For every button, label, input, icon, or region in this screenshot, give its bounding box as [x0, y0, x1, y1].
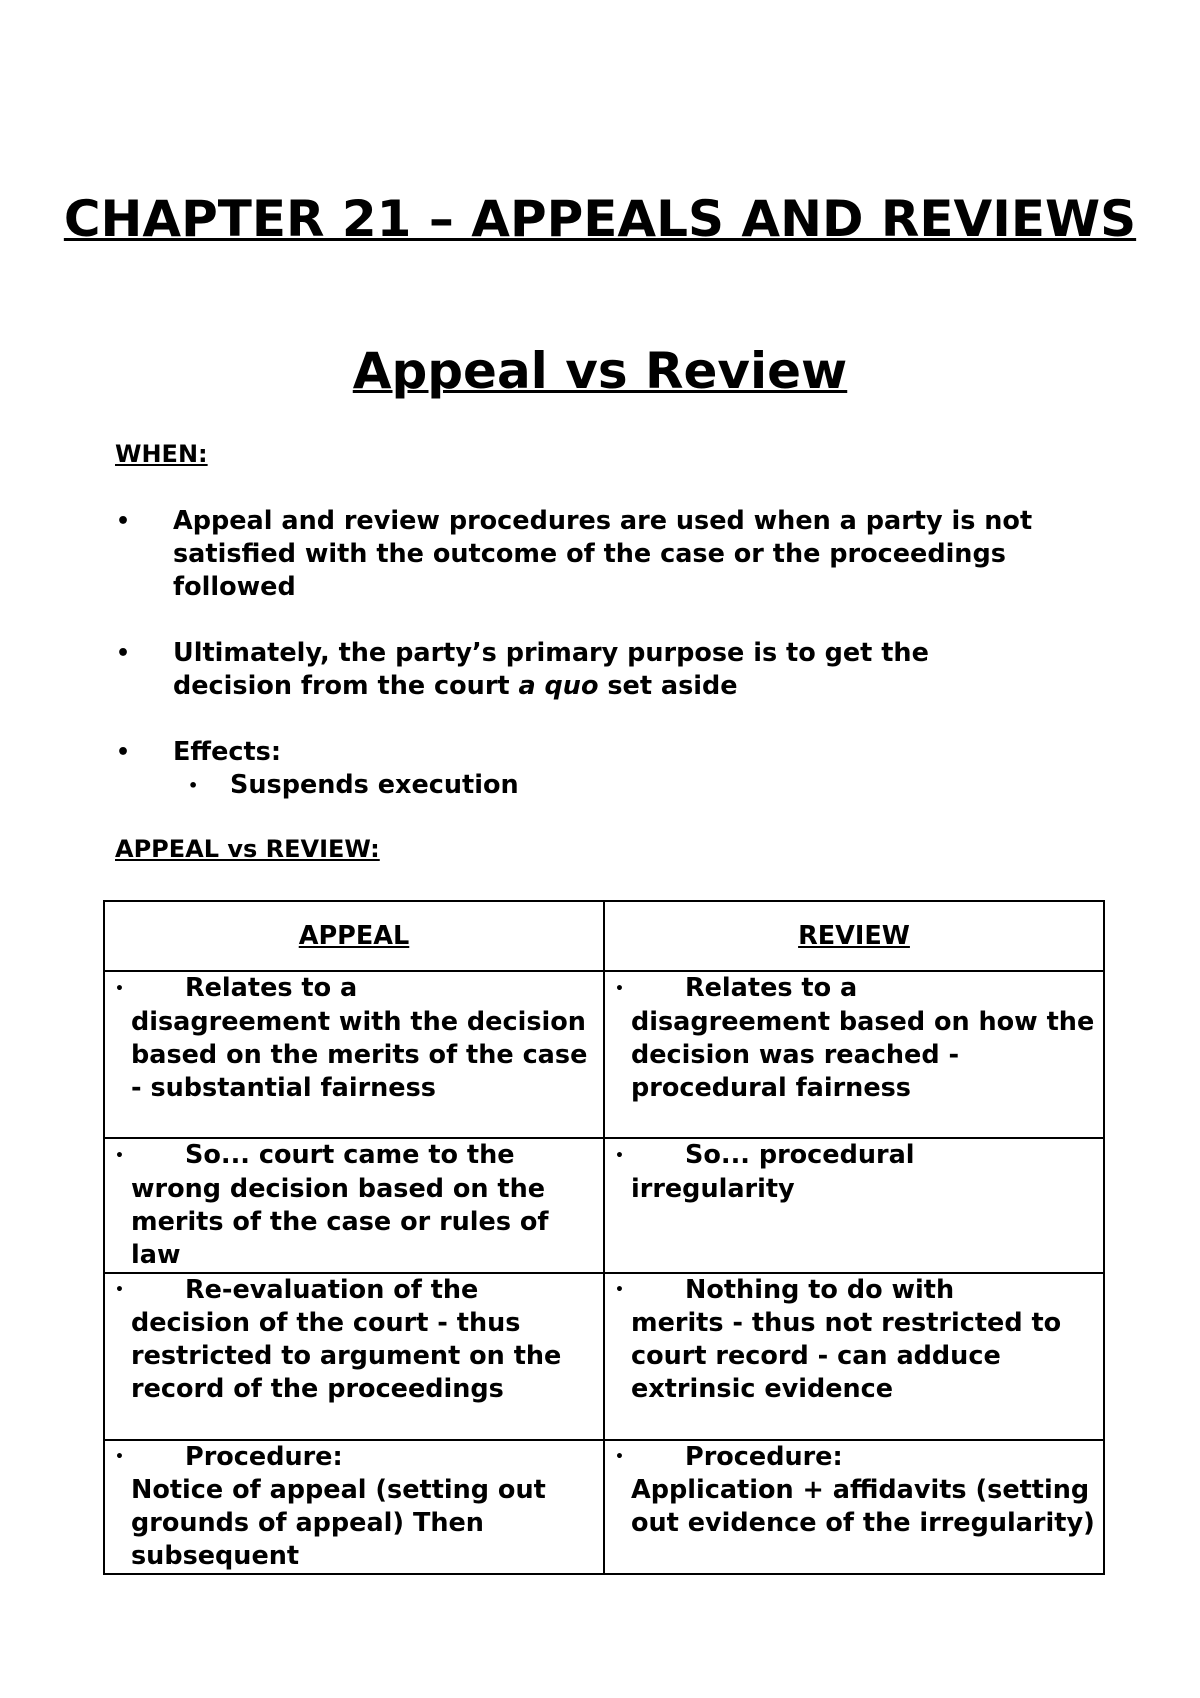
comparison-table [103, 900, 1105, 1575]
appeal-cell [104, 1273, 604, 1440]
table-row [104, 1138, 1104, 1273]
section-title: Appeal vs Review [352, 342, 848, 400]
text: Procedure: [685, 1441, 843, 1472]
text: Notice of appeal (setting out grounds of appeal) Then subsequent [131, 1475, 546, 1571]
text: Procedure: [185, 1441, 343, 1472]
bullet-icon: • [115, 1147, 124, 1164]
when-label: WHEN: [115, 440, 208, 468]
table-row [104, 1440, 1104, 1575]
review-cell [604, 1440, 1104, 1575]
bullet-icon: • [116, 509, 131, 534]
sub-bullet-text: Suspends execution [230, 770, 519, 800]
text: merits - thus not restricted to court record - can adduce extrinsic evidence [631, 1308, 1062, 1404]
bullet-icon: • [115, 1282, 124, 1298]
bullet-icon: • [115, 1449, 124, 1465]
sub-bullet-icon: • [188, 776, 199, 795]
appeal-cell [104, 1440, 604, 1575]
text: Ultimately, the party’s primary purpose is to get the decision from the court [173, 638, 929, 701]
appeal-cell [104, 1138, 604, 1273]
text: Nothing to do with [685, 1274, 955, 1305]
bullet-icon: • [115, 980, 124, 997]
review-cell [604, 971, 1104, 1138]
text: disagreement based on how the decision was reached - procedural fairness [631, 1006, 1095, 1103]
review-cell [604, 1138, 1104, 1273]
italic-term: a quo [518, 671, 599, 701]
text: decision of the court - thus restricted to argument on the record of the proceedings [131, 1308, 562, 1404]
text: Relates to a [185, 973, 358, 1003]
text: irregularity [631, 1173, 795, 1204]
text: disagreement with the decision based on the merits of the case - substantial fairness [131, 1006, 588, 1103]
text: Relates to a [685, 973, 858, 1003]
header-review: REVIEW [604, 901, 1104, 971]
review-cell [604, 1273, 1104, 1440]
table-row [104, 1273, 1104, 1440]
header-appeal: APPEAL [104, 901, 604, 971]
appeal-cell [104, 971, 604, 1138]
text: set aside [598, 671, 738, 701]
bullet-icon: • [615, 1449, 624, 1465]
bullet-icon: • [615, 1147, 624, 1164]
text: wrong decision based on the merits of the case or rules of law [131, 1173, 549, 1270]
bullet-text [173, 637, 973, 703]
chapter-title: CHAPTER 21 – APPEALS AND REVIEWS [63, 190, 1137, 248]
text: So... court came to the [185, 1140, 515, 1170]
bullet-icon: • [116, 641, 131, 666]
table-row [104, 971, 1104, 1138]
bullet-icon: • [615, 980, 624, 997]
bullet-text: Appeal and review procedures are used when a party is not satisfied with the outcome of the case or the proceedings followed [173, 506, 1033, 602]
bullet-text: Effects: [173, 737, 282, 767]
bullet-icon: • [116, 740, 131, 765]
comparison-label: APPEAL vs REVIEW: [115, 835, 380, 863]
text: Re-evaluation of the [185, 1274, 479, 1305]
table-header-row [104, 901, 1104, 971]
text: Application + affidavits (setting out evidence of the irregularity) [631, 1475, 1095, 1538]
text: So... procedural [685, 1140, 915, 1170]
bullet-icon: • [615, 1282, 624, 1298]
